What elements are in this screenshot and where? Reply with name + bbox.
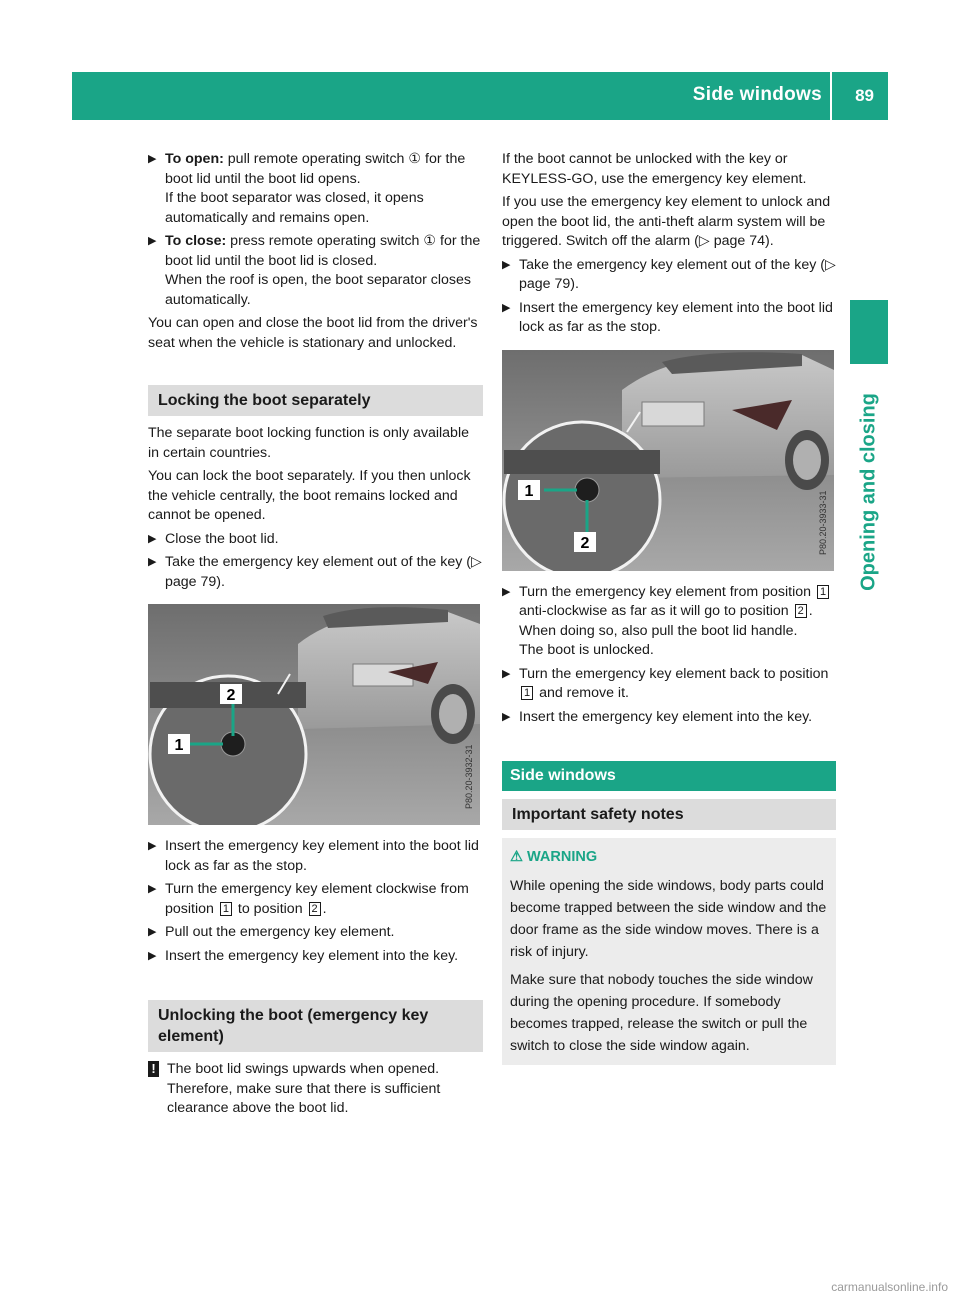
unlock-step-1-text: Take the emergency key element out of the key (▷ page 79). xyxy=(519,256,836,292)
position-1-badge: 1 xyxy=(220,902,232,916)
boot-lock-illustration-2 xyxy=(502,350,834,571)
locking-step-6 xyxy=(148,947,483,967)
step-arrow-icon: ▶ xyxy=(502,585,511,598)
warning-heading xyxy=(510,848,828,868)
unlock-step-3 xyxy=(502,583,836,661)
step-arrow-icon: ▶ xyxy=(502,710,511,723)
locking-step-6-text: Insert the emergency key element into the key. xyxy=(165,947,459,964)
unlock-step-5-text: Insert the emergency key element into the key. xyxy=(519,708,813,725)
step-arrow-icon: ▶ xyxy=(148,949,157,962)
caution-note-text: The boot lid swings upwards when opened. Therefore, make sure that there is sufficient clearance above the boot lid. xyxy=(167,1061,441,1116)
switch-symbol: ① xyxy=(423,233,437,249)
locking-step-3 xyxy=(148,837,483,876)
chapter-tab xyxy=(850,300,888,364)
locking-step-4-end: . xyxy=(322,900,327,917)
warning-triangle-icon: ⚠ xyxy=(510,848,523,865)
locking-paragraph-1: The separate boot locking function is only available in certain countries. xyxy=(148,425,469,461)
unlock-step-4-text: Turn the emergency key element back to position xyxy=(519,665,829,682)
unlock-paragraph-2: If you use the emergency key element to unlock and open the boot lid, the anti-theft alarm system will be triggered. Switch off the alarm (▷ page 74). xyxy=(502,194,831,249)
locking-step-1 xyxy=(148,530,483,550)
locking-paragraph-2: You can lock the boot separately. If you then unlock the vehicle centrally, the boot remains locked and cannot be opened. xyxy=(148,468,471,523)
unlock-step-2 xyxy=(502,299,836,338)
warning-paragraph-2: Make sure that nobody touches the side window during the opening procedure. If somebody becomes trapped, release the switch or pull the switch to close the side window again. xyxy=(510,972,813,1054)
footer-watermark: carmanualsonline.info xyxy=(831,1280,948,1294)
image-callout-1: 1 xyxy=(174,737,184,754)
step-close-label: To close: xyxy=(165,233,227,249)
locking-step-3-text: Insert the emergency key element into the boot lid lock as far as the stop. xyxy=(165,838,479,874)
page-header xyxy=(72,72,888,120)
section-title-side-windows: Side windows xyxy=(502,761,836,791)
image-callout-2: 2 xyxy=(226,687,236,704)
position-2-badge: 2 xyxy=(795,604,807,618)
unlock-step-3-result: The boot is unlocked. xyxy=(519,642,654,658)
locking-step-2-text: Take the emergency key element out of the key (▷ page 79). xyxy=(165,554,482,590)
car-rear-image xyxy=(502,350,834,571)
left-column xyxy=(148,150,483,1123)
warning-box xyxy=(502,838,836,1066)
image-code: P80.20-3932-31 xyxy=(464,744,474,809)
step-arrow-icon: ▶ xyxy=(148,235,157,247)
chapter-label xyxy=(853,372,885,612)
step-open xyxy=(148,150,483,228)
unlock-step-3-text-mid: anti-clockwise as far as it will go to position xyxy=(519,603,793,619)
section-title-locking: Locking the boot separately xyxy=(148,385,483,416)
step-open-label: To open: xyxy=(165,151,224,167)
step-open-result: If the boot separator was closed, it opens automatically and remains open. xyxy=(165,190,424,226)
unlock-step-5 xyxy=(502,708,836,728)
step-arrow-icon: ▶ xyxy=(502,301,511,314)
car-rear-image xyxy=(148,604,480,825)
unlock-step-4 xyxy=(502,665,836,704)
locking-step-2 xyxy=(148,553,483,592)
unlock-step-4-end: and remove it. xyxy=(535,685,629,701)
locking-step-4 xyxy=(148,880,483,919)
step-arrow-icon: ▶ xyxy=(148,556,157,568)
position-1-badge: 1 xyxy=(521,686,533,700)
right-column xyxy=(502,150,836,1065)
switch-symbol: ① xyxy=(408,151,422,167)
position-2-badge: 2 xyxy=(309,902,321,916)
locking-step-4-text-mid: to position xyxy=(233,900,307,917)
exclamation-icon: ! xyxy=(148,1061,159,1077)
step-arrow-icon: ▶ xyxy=(148,926,157,938)
boot-lock-illustration-1 xyxy=(148,604,480,825)
locking-step-4-text: Turn the emergency key element clockwise from position xyxy=(165,881,469,917)
unlock-step-3-text: Turn the emergency key element from position xyxy=(519,583,815,600)
position-1-badge: 1 xyxy=(817,585,829,599)
step-arrow-icon: ▶ xyxy=(148,532,157,545)
section-title-unlocking: Unlocking the boot (emergency key element) xyxy=(148,1000,483,1052)
chapter-label-text: Opening and closing xyxy=(857,393,880,591)
step-arrow-icon: ▶ xyxy=(148,883,157,895)
step-close-text-cont: for the boot lid until the boot lid is closed. xyxy=(165,233,481,269)
step-arrow-icon: ▶ xyxy=(148,153,157,165)
page-number: 89 xyxy=(855,86,874,105)
image-callout-1: 1 xyxy=(524,482,534,500)
driver-seat-paragraph: You can open and close the boot lid from the driver's seat when the vehicle is stationary and unlocked. xyxy=(148,315,478,351)
warning-paragraph-1: While opening the side windows, body parts could become trapped between the side window and the door frame as the side window moves. There is a risk of injury. xyxy=(510,878,827,960)
unlock-step-1 xyxy=(502,256,836,295)
unlock-step-2-text: Insert the emergency key element into the boot lid lock as far as the stop. xyxy=(519,299,833,335)
locking-step-5-text: Pull out the emergency key element. xyxy=(165,924,395,940)
step-open-text-cont: for the boot lid until the boot lid opens. xyxy=(165,151,466,187)
step-close-text: press remote operating switch xyxy=(226,233,424,249)
image-callout-2: 2 xyxy=(580,534,590,552)
caution-note xyxy=(148,1060,483,1119)
step-arrow-icon: ▶ xyxy=(502,667,511,680)
step-arrow-icon: ▶ xyxy=(502,258,511,271)
locking-step-5 xyxy=(148,923,483,943)
unlock-step-3-end: . When doing so, also pull the boot lid handle. xyxy=(519,603,813,639)
header-separator xyxy=(830,72,832,120)
step-close xyxy=(148,232,483,310)
unlock-paragraph-1: If the boot cannot be unlocked with the key or KEYLESS-GO, use the emergency key element. xyxy=(502,151,807,187)
step-open-text: pull remote operating switch xyxy=(223,151,409,167)
header-title: Side windows xyxy=(692,84,822,105)
warning-title: WARNING xyxy=(527,848,598,865)
section-title-safety: Important safety notes xyxy=(502,799,836,830)
image-code: P80.20-3933-31 xyxy=(818,489,828,555)
step-arrow-icon: ▶ xyxy=(148,840,157,852)
locking-step-1-text: Close the boot lid. xyxy=(165,530,279,547)
step-close-result: When the roof is open, the boot separator closes automatically. xyxy=(165,272,472,308)
